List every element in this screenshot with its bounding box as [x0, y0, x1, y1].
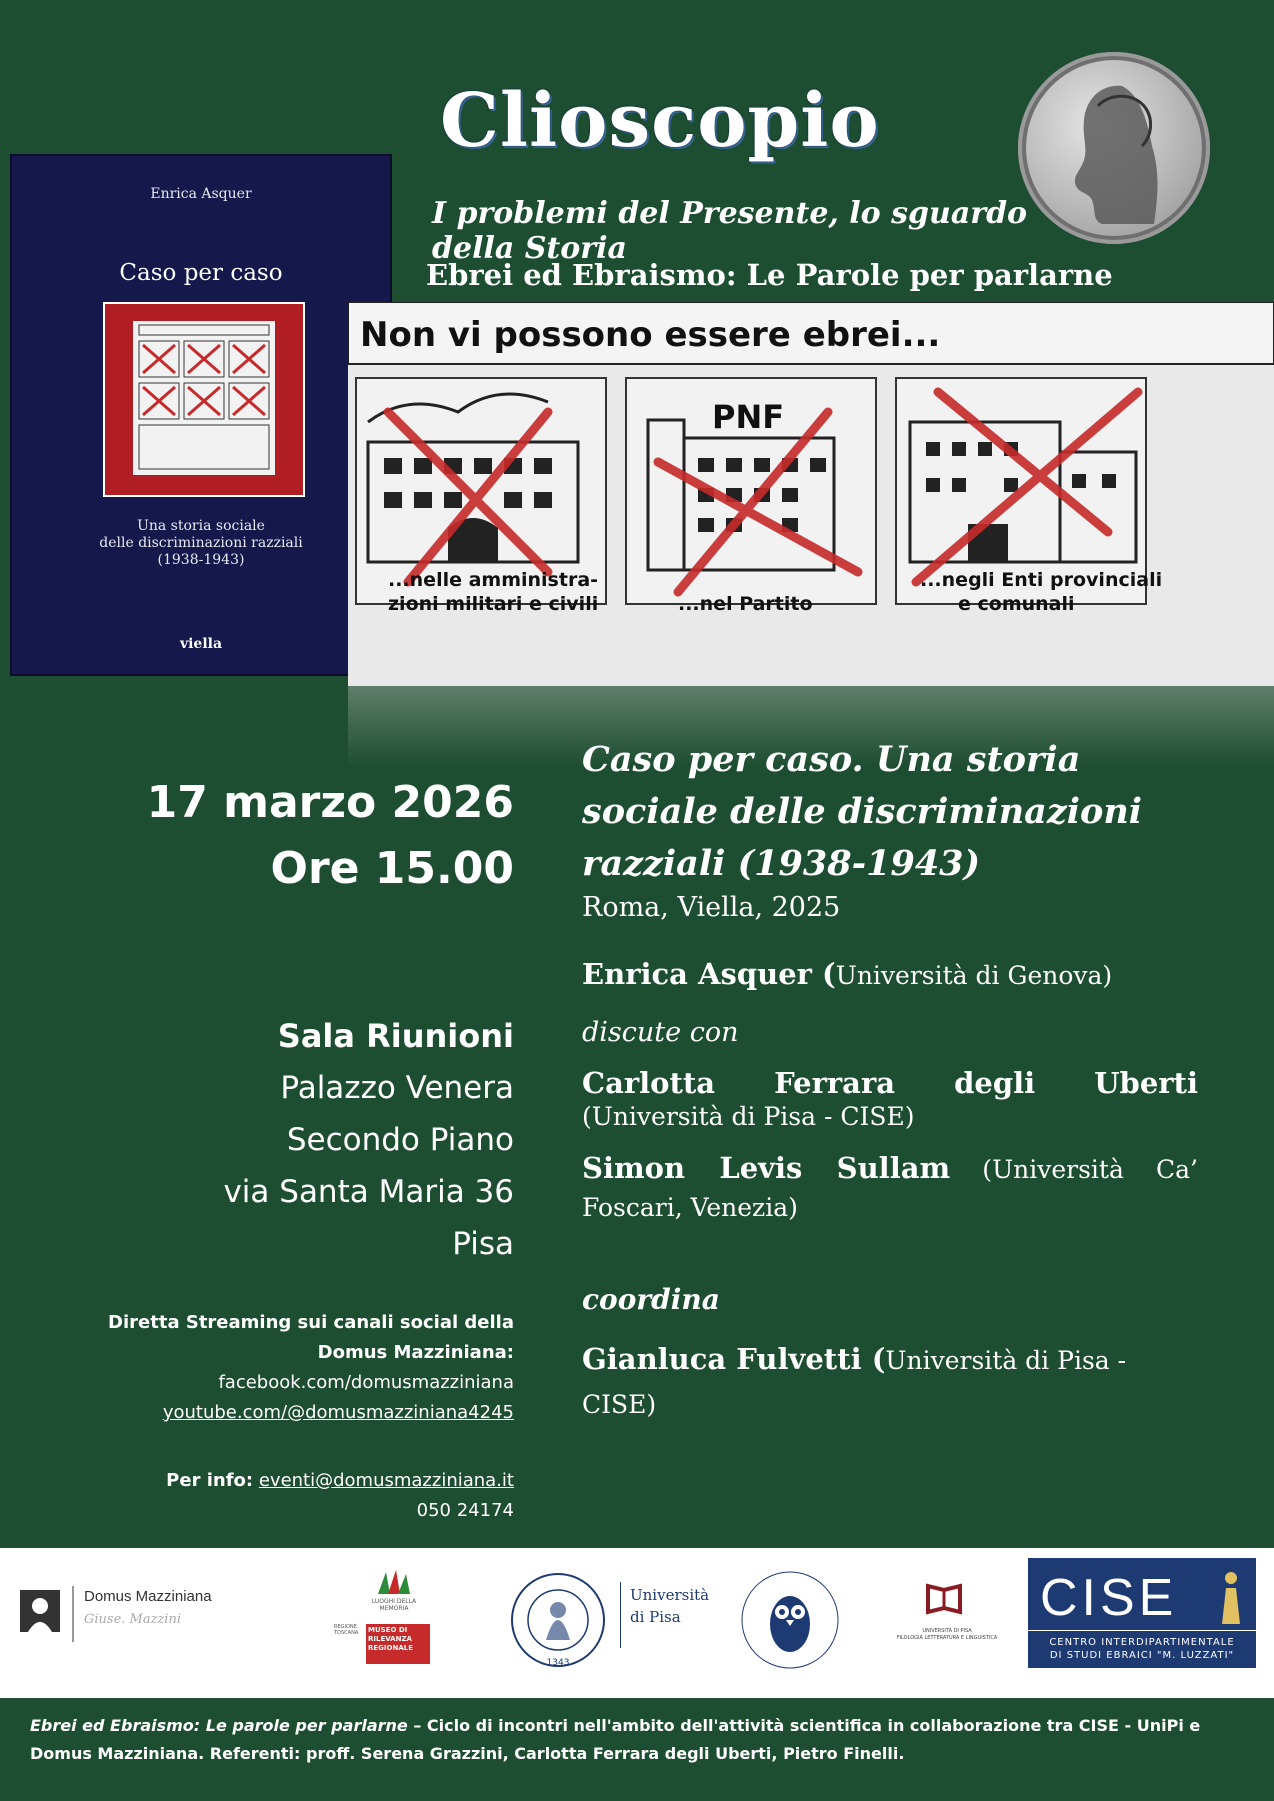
book-icon	[924, 1578, 964, 1618]
book-cover	[12, 156, 390, 674]
event-datetime	[60, 770, 514, 902]
cise-sub-line1: CENTRO INTERDIPARTIMENTALE	[1049, 1637, 1235, 1648]
venue-block	[60, 1010, 514, 1270]
unipi-logo	[508, 1566, 728, 1678]
luoghi-memoria-text: LUOGHI DELLA MEMORIA	[371, 1598, 417, 1612]
cise-divider	[1028, 1630, 1256, 1631]
book-cover-line2: delle discriminazioni razziali	[99, 535, 303, 551]
discussant2-name: Simon Levis Sullam	[582, 1151, 951, 1185]
coordinator-name: Gianluca Fulvetti (	[582, 1342, 886, 1376]
cise-name: CISE	[1040, 1569, 1178, 1627]
info-label: Per info:	[166, 1470, 254, 1491]
info-email-link[interactable]: eventi@domusmazziniana.it	[258, 1470, 514, 1491]
poster-headline: Non vi possono essere ebrei...	[360, 315, 941, 355]
book-cover-mini-poster	[133, 321, 275, 475]
footer	[0, 1698, 1274, 1801]
discussant2-affiliation: (Università Ca’ Foscari, Venezia)	[582, 1155, 1198, 1222]
cise-subtitle	[1028, 1636, 1256, 1662]
youtube-link[interactable]: youtube.com/@domusmazziniana4245	[162, 1402, 514, 1423]
filologia-line1: UNIVERSITÀ DI PISA	[922, 1628, 972, 1634]
series-title: Ebrei ed Ebraismo: Le Parole per parlarne	[426, 258, 1113, 292]
museo-regionale-badge: MUSEO DI RILEVANZA REGIONALE	[366, 1624, 430, 1664]
venue-city: Pisa	[452, 1226, 514, 1262]
author-affiliation: Università di Genova)	[835, 961, 1113, 990]
coordina-label: coordina	[582, 1283, 720, 1316]
flag-icon	[374, 1568, 414, 1598]
mini-poster-grid-icon	[133, 321, 275, 475]
cise-sub-line2: DI STUDI EBRAICI "M. LUZZATI"	[1049, 1650, 1235, 1661]
filologia-text	[888, 1628, 1006, 1642]
luoghi-memoria-logo	[332, 1568, 432, 1678]
footer-text	[30, 1712, 1244, 1768]
poster-caption-3b: e comunali	[958, 593, 1075, 615]
clioscopio-subtitle: I problemi del Presente, lo sguardo della Storia	[432, 196, 1028, 266]
discussant2-line	[582, 1149, 1198, 1227]
book-cover-line3: (1938-1943)	[157, 552, 245, 568]
book-cover-title: Caso per caso	[119, 260, 283, 286]
domus-name: Domus Mazziniana	[84, 1588, 212, 1605]
poster-caption-2: ...nel Partito	[678, 593, 813, 615]
presentation-book-pub: Roma, Viella, 2025	[582, 892, 841, 923]
dipartimento-civilta-logo	[738, 1568, 842, 1674]
domus-mazziniana-logo	[20, 1586, 240, 1656]
book-cover-subtitle	[12, 518, 390, 569]
venue-floor: Secondo Piano	[286, 1122, 514, 1158]
discussant1-word2: Ferrara	[774, 1066, 896, 1100]
footer-description: – Ciclo di incontri nell'ambito dell'attività scientifica in collaborazione tra CISE - UniPi e Domus Mazziniana. Referenti: proff. Serena Grazzini, Carlotta Ferrara degli Uberti, Pietro Finelli.	[30, 1716, 1201, 1763]
streaming-block	[60, 1308, 514, 1428]
book-cover-line1: Una storia sociale	[137, 518, 265, 534]
poster-pnf-sign: PNF	[712, 398, 785, 436]
discussant1-word4: Uberti	[1094, 1066, 1198, 1100]
book-cover-author: Enrica Asquer	[150, 186, 252, 202]
info-phone: 050 24174	[416, 1500, 514, 1521]
discussant1-word1: Carlotta	[582, 1066, 716, 1100]
clioscopio-title: Clioscopio	[440, 78, 880, 164]
cise-figure-icon	[1216, 1566, 1246, 1626]
logos-strip	[0, 1548, 1274, 1698]
author-name: Enrica Asquer (	[582, 957, 836, 991]
event-time: Ore 15.00	[270, 843, 514, 894]
owl-icon	[738, 1568, 842, 1672]
discussant1-name	[582, 1066, 1198, 1100]
venue-room: Sala Riunioni	[277, 1017, 514, 1055]
poster-caption-1a: ...nelle amministra-	[388, 569, 599, 591]
unipi-name-line1: Università	[630, 1586, 710, 1604]
discussant1-word3: degli	[954, 1066, 1036, 1100]
venue-street: via Santa Maria 36	[223, 1174, 514, 1210]
coordinator-affiliation: Università di Pisa - CISE)	[582, 1346, 1127, 1419]
poster-caption-1b: zioni militari e civili	[388, 593, 599, 615]
footer-series-title: Ebrei ed Ebraismo: Le parole per parlarne	[30, 1716, 408, 1735]
info-block	[60, 1466, 514, 1526]
discute-label: discute con	[582, 1017, 739, 1048]
presentation-book-title: Caso per caso. Una storia sociale delle discriminazioni razziali (1938-1943)	[582, 739, 1143, 884]
streaming-line2: Domus Mazziniana:	[317, 1342, 514, 1363]
regione-toscana-text: REGIONE TOSCANA	[334, 1624, 359, 1636]
unipi-divider	[620, 1582, 621, 1648]
domus-bust-icon	[20, 1590, 60, 1632]
filologia-logo	[888, 1578, 1006, 1668]
book-cover-artwork	[105, 304, 303, 495]
coordinator-line	[582, 1338, 1198, 1426]
domus-signature: Giuse. Mazzini	[84, 1612, 181, 1627]
historic-poster-image	[348, 302, 1274, 686]
event-date: 17 marzo 2026	[146, 777, 514, 828]
author-line	[582, 957, 1198, 991]
cise-logo	[1028, 1558, 1256, 1668]
discussant1-affiliation: (Università di Pisa - CISE)	[582, 1102, 915, 1131]
book-cover-publisher: viella	[179, 636, 223, 652]
filologia-line2: FILOLOGIA LETTERATURA E LINGUISTICA	[896, 1635, 998, 1641]
streaming-line1: Diretta Streaming sui canali social della	[108, 1312, 514, 1333]
unipi-name-line2: di Pisa	[630, 1608, 681, 1626]
facebook-link[interactable]: facebook.com/domusmazziniana	[218, 1372, 514, 1393]
unipi-seal-icon	[508, 1570, 608, 1670]
poster-caption-3a: ...negli Enti provinciali	[920, 569, 1163, 591]
unipi-seal-year: 1343	[546, 1658, 570, 1668]
venue-building: Palazzo Venera	[280, 1070, 514, 1106]
domus-divider	[72, 1586, 74, 1642]
presentation-block	[582, 734, 1198, 1426]
